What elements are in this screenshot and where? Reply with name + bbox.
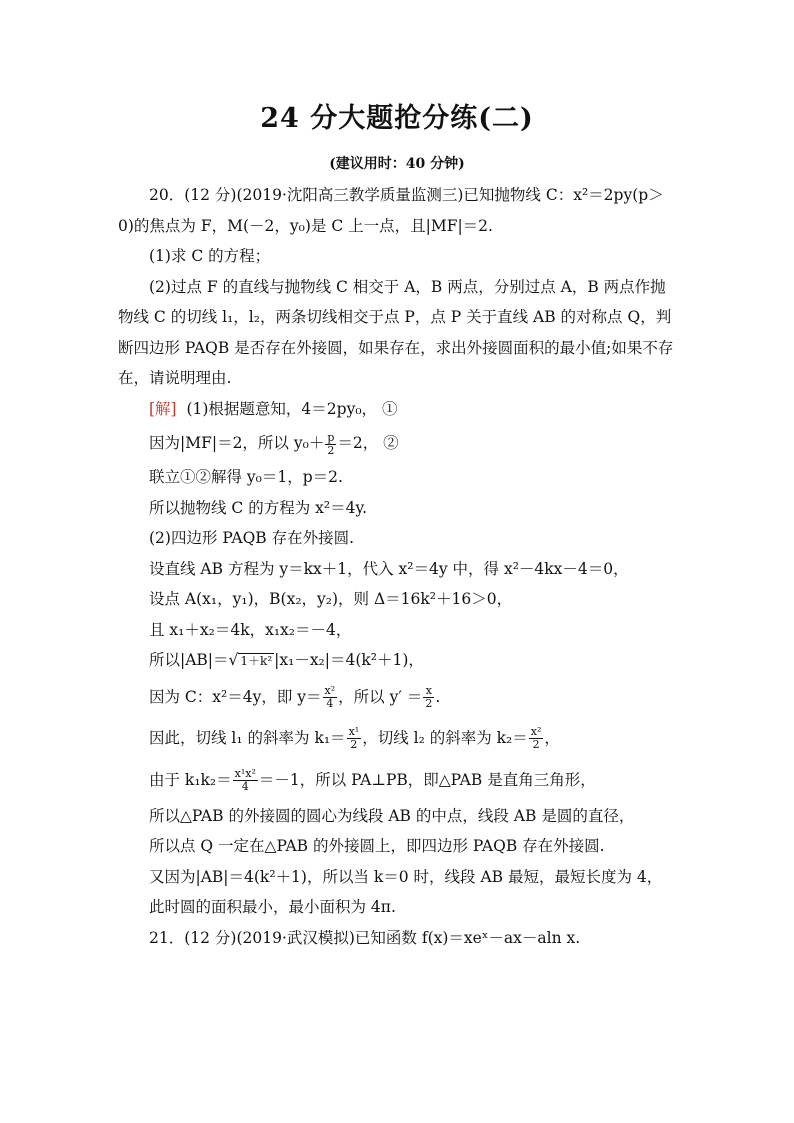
solution-block: [118, 394, 678, 923]
fraction: $\frac{\text{x¹x²}}{4}$: [234, 767, 256, 793]
page-title: 24 分大题抢分练(二): [260, 103, 534, 134]
solution-line-3: 联立①②解得 y₀＝1，p＝2.: [149, 468, 343, 486]
solution-line-5: (2)四边形 PAQB 存在外接圆.: [149, 529, 355, 547]
solution-line-4: 所以抛物线 C 的方程为 x²＝4y.: [149, 498, 368, 517]
question-20-stem: 20．(12 分)(2019·沈阳高三教学质量监测三)已知抛物线 C：x²＝2py(p＞0)的焦点为 F，M(－2，y₀)是 C 上一点，且|MF|＝2.: [118, 186, 664, 235]
solution-line-12: 由于 k₁k₂＝ $\frac{\text{x¹x²}}{4}$ ＝－1，所以 PA⊥PB，即△PAB 是直角三角形，: [149, 767, 596, 793]
solution-line-6: 设直线 AB 方程为 y＝kx＋1，代入 x²＝4y 中，得 x²－4kx－4＝0，: [149, 559, 629, 578]
solution-line-7: 设点 A(x₁，y₁)，B(x₂，y₂)，则 Δ＝16k²＋16＞0，: [149, 590, 513, 608]
solution-line-11: 因此，切线 l₁ 的斜率为 k₁＝ $\frac{\text{x¹}}{2}$ ，切线 l₂ 的斜率为 k₂＝ $\frac{\text{x²}}{2}$ ，: [149, 725, 560, 751]
fraction: $\frac{\text{x²}}{2}$: [530, 725, 542, 751]
fraction: $\frac{x}{2}$: [425, 684, 433, 710]
document-body: [118, 180, 678, 953]
solution-line-14: 所以点 Q 一定在△PAB 的外接圆上，即四边形 PAQB 存在外接圆.: [149, 837, 605, 855]
solution-line-2: 因为|MF|＝2，所以 y₀＋ $\frac{p}{2}$ ＝2， ②: [149, 430, 399, 457]
solution-line-16: 此时圆的面积最小，最小面积为 4π.: [149, 898, 396, 916]
page-subtitle: (建议用时：40 分钟): [329, 156, 465, 172]
solution-tag: [解]: [149, 399, 177, 418]
square-root: √ 1＋k²: [228, 651, 273, 669]
question-20-part-2: (2)过点 F 的直线与抛物线 C 相交于 A，B 两点，分别过点 A，B 两点作抛物线 C 的切线 l₁，l₂，两条切线相交于点 P，点 P 关于直线 AB 的对称点 Q，判断四边形 PAQB 是否存在外接圆，如果存在，求出外接圆面积的最小值;如果不存在，请说明理由.: [118, 277, 674, 387]
question-20-part-1: (1)求 C 的方程；: [149, 247, 271, 265]
fraction: $\frac{p}{2}$: [327, 430, 335, 457]
solution-line-10: 因为 C：x²＝4y，即 y＝ $\frac{\text{x²}}{4}$ ，所以 y′ ＝ $\frac{x}{2}$ .: [149, 684, 441, 710]
solution-line-13: 所以△PAB 的外接圆的圆心为线段 AB 的中点，线段 AB 是圆的直径，: [149, 806, 635, 825]
solution-line-15: 又因为|AB|＝4(k²＋1)，所以当 k＝0 时，线段 AB 最短，最短长度为 4，: [149, 867, 663, 886]
solution-line-9: 所以|AB|＝√ 1＋k² |x₁－x₂|＝4(k²＋1)，: [149, 645, 678, 677]
fraction: $\frac{\text{x²}}{4}$: [324, 684, 336, 710]
solution-line-1: [解] (1)根据题意知，4＝2py₀， ①: [149, 399, 398, 418]
fraction: $\frac{\text{x¹}}{2}$: [348, 725, 360, 751]
question-21-stem: 21．(12 分)(2019·武汉模拟)已知函数 f(x)＝xeˣ－ax－aln x.: [149, 928, 581, 947]
solution-line-8: 且 x₁＋x₂＝4k，x₁x₂＝－4，: [149, 620, 352, 639]
